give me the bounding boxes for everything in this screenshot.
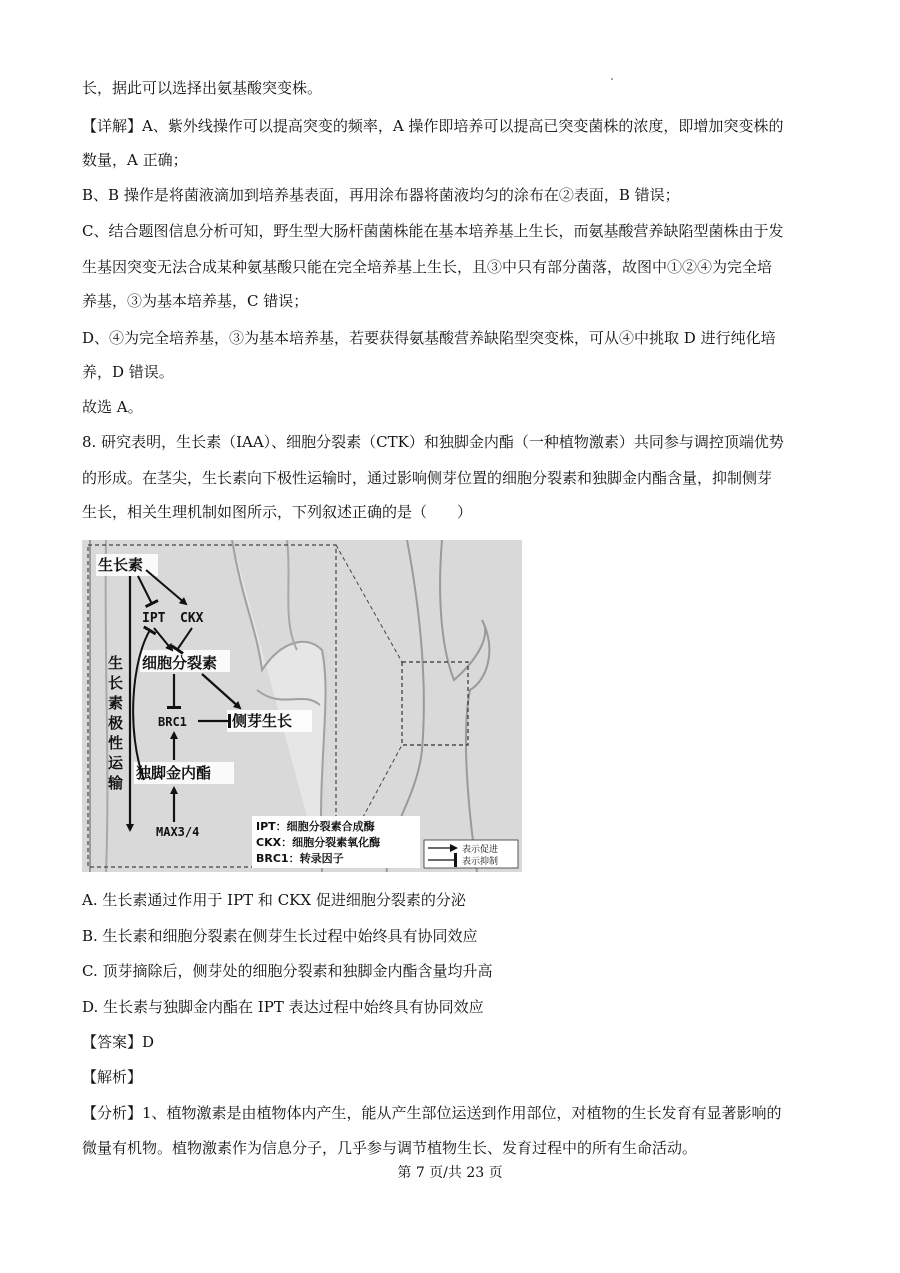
text-line: 生基因突变无法合成某种氨基酸只能在完全培养基上生长，且③中只有部分菌落，故图中①②④为完全培	[82, 258, 773, 276]
transport-char: 运	[108, 754, 124, 772]
analysis-line: 【分析】1、植物激素是由植物体内产生，能从产生部位运送到作用部位，对植物的生长发育有显著影响的	[82, 1104, 782, 1122]
label-bud-growth: 侧芽生长	[232, 712, 293, 730]
question-stem-line: 8. 研究表明，生长素（IAA）、细胞分裂素（CTK）和独脚金内酯（一种植物激素）共同参与调控顶端优势	[82, 433, 784, 451]
legend-ckx: CKX：细胞分裂素氧化酶	[256, 836, 381, 849]
label-auxin: 生长素	[98, 556, 144, 574]
label-max: MAX3/4	[156, 825, 200, 839]
text-line: 长，据此可以选择出氨基酸突变株。	[82, 79, 323, 97]
label-ipt: IPT	[142, 611, 166, 626]
label-strigolactone: 独脚金内酯	[136, 764, 212, 782]
key-inhibit: 表示抑制	[462, 857, 499, 867]
question-stem-line: 的形成。在茎尖，生长素向下极性运输时，通过影响侧芽位置的细胞分裂素和独脚金内酯含量，抑制侧芽	[82, 469, 773, 487]
text-line: 养基，③为基本培养基，C 错误；	[82, 292, 309, 310]
transport-char: 长	[108, 674, 124, 692]
key-promote: 表示促进	[462, 845, 499, 855]
transport-char: 性	[108, 734, 124, 752]
label-cytokinin: 细胞分裂素	[142, 654, 218, 672]
label-brc1: BRC1	[158, 715, 187, 729]
analysis-line: 微量有机物。植物激素作为信息分子，几乎参与调节植物生长、发育过程中的所有生命活动。	[82, 1139, 698, 1157]
label-ckx: CKX	[180, 611, 204, 626]
question-stem-line: 生长，相关生理机制如图所示，下列叙述正确的是（ ）	[82, 503, 473, 521]
legend-brc1: BRC1：转录因子	[256, 852, 344, 865]
legend-ipt: IPT：细胞分裂素合成酶	[256, 820, 375, 833]
option-c: C. 顶芽摘除后，侧芽处的细胞分裂素和独脚金内酯含量均升高	[82, 962, 493, 980]
hormone-mechanism-figure	[82, 540, 522, 872]
text-line: B、B 操作是将菌液滴加到培养基表面，再用涂布器将菌液均匀的涂布在②表面，B 错误；	[82, 186, 680, 204]
option-b: B. 生长素和细胞分裂素在侧芽生长过程中始终具有协同效应	[82, 927, 478, 945]
answer: 【答案】D	[82, 1033, 155, 1051]
transport-char: 素	[108, 694, 124, 712]
transport-char: 输	[108, 774, 124, 792]
text-line: D、④为完全培养基，③为基本培养基，若要获得氨基酸营养缺陷型突变株，可从④中挑取 D 进行纯化培	[82, 329, 776, 347]
text-line: C、结合题图信息分析可知，野生型大肠杆菌菌株能在基本培养基上生长，而氨基酸营养缺陷型菌株由于发	[82, 222, 784, 240]
page-footer: 第 7 页/共 23 页	[397, 1165, 503, 1181]
option-a: A. 生长素通过作用于 IPT 和 CKX 促进细胞分裂素的分泌	[82, 891, 466, 909]
option-d: D. 生长素与独脚金内酯在 IPT 表达过程中始终具有协同效应	[82, 998, 484, 1016]
speck	[611, 78, 613, 80]
transport-char: 生	[108, 654, 124, 672]
text-line: 养，D 错误。	[82, 363, 174, 381]
transport-char: 极	[108, 714, 124, 732]
text-line: 【详解】A、紫外线操作可以提高突变的频率，A 操作即培养可以提高已突变菌株的浓度，即增加突变株的	[82, 117, 784, 135]
text-line: 数量，A 正确；	[82, 151, 188, 169]
analysis-heading: 【解析】	[82, 1068, 143, 1086]
text-line: 故选 A。	[82, 398, 143, 416]
